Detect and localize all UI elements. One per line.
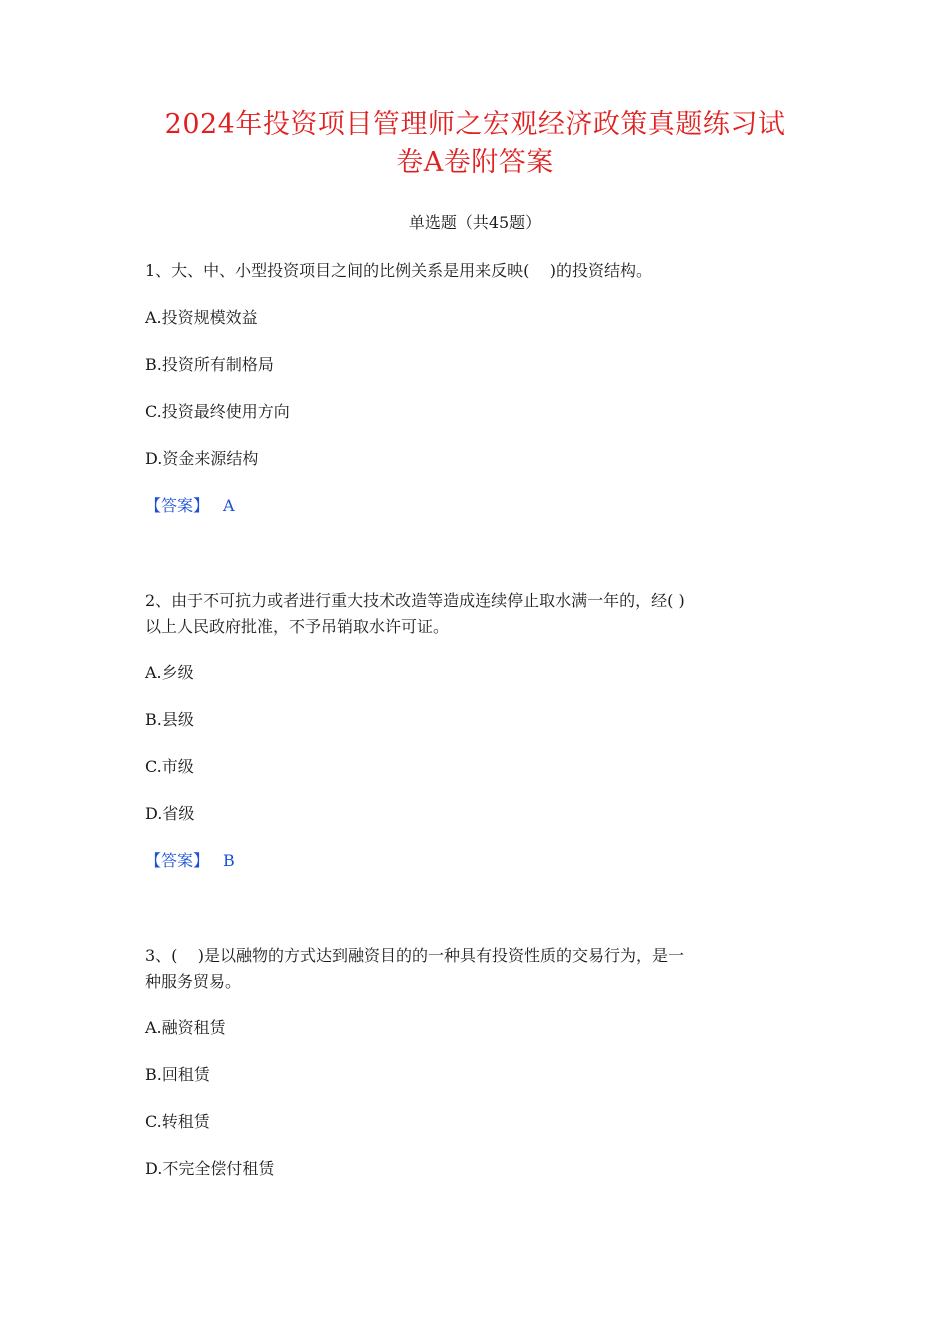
answer-value: B xyxy=(223,851,235,870)
question-2-option-b: B.县级 xyxy=(145,710,194,729)
title-line-2: 卷A卷附答案 xyxy=(396,147,554,178)
question-3-stem-line-1: 3、( )是以融物的方式达到融资目的的一种具有投资性质的交易行为，是一 xyxy=(145,946,685,965)
question-2-answer xyxy=(145,848,815,874)
question-1-option-b: B.投资所有制格局 xyxy=(145,355,274,374)
question-3-option-a: A.融资租赁 xyxy=(145,1018,226,1037)
question-2-stem-line-2: 以上人民政府批准，不予吊销取水许可证。 xyxy=(145,617,450,636)
question-1-stem: 1、大、中、小型投资项目之间的比例关系是用来反映( )的投资结构。 xyxy=(145,261,653,280)
answer-value: A xyxy=(223,496,235,515)
question-3-option-b: B.回租赁 xyxy=(145,1065,210,1084)
question-1-option-c: C.投资最终使用方向 xyxy=(145,402,290,421)
question-3-stem-line-2: 种服务贸易。 xyxy=(145,972,242,991)
section-heading: 单选题（共45题） xyxy=(408,213,542,232)
question-3-option-d: D.不完全偿付租赁 xyxy=(145,1159,275,1178)
question-2-option-c: C.市级 xyxy=(145,757,194,776)
question-2-option-d: D.省级 xyxy=(145,804,195,823)
answer-label: 【答案】 xyxy=(145,496,210,515)
question-1-option-d: D.资金来源结构 xyxy=(145,449,259,468)
question-1-answer xyxy=(145,493,815,519)
title-line-1: 2024年投资项目管理师之宏观经济政策真题练习试 xyxy=(164,109,786,140)
document-title xyxy=(130,106,820,182)
question-1-option-a: A.投资规模效益 xyxy=(145,308,258,327)
answer-label: 【答案】 xyxy=(145,851,210,870)
question-2-stem-line-1: 2、由于不可抗力或者进行重大技术改造等造成连续停止取水满一年的，经( ) xyxy=(145,591,685,610)
question-3-option-c: C.转租赁 xyxy=(145,1112,210,1131)
question-2-option-a: A.乡级 xyxy=(145,663,194,682)
